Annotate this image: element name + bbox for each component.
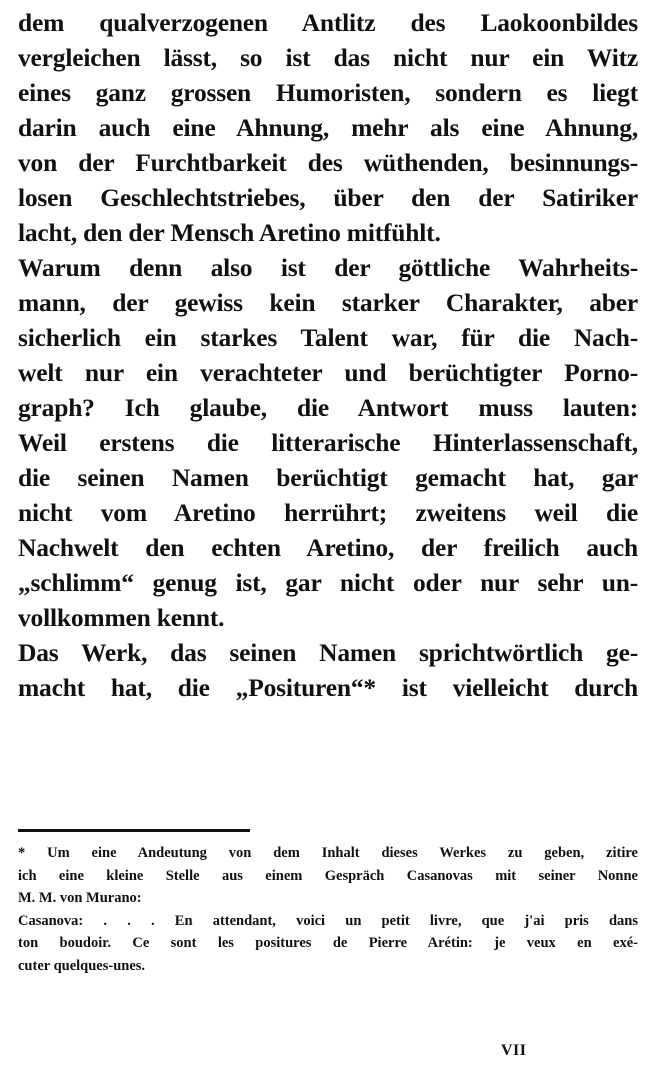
text-line: Weil erstens die litterarische Hinterlassenschaft, (18, 428, 638, 457)
footnote-line: ich eine kleine Stelle aus einem Gespräch Casanovas mit seiner Nonne (18, 867, 638, 884)
text-line: mann, der gewiss kein starker Charakter, aber (18, 288, 638, 317)
text-line: welt nur ein verachteter und berüchtigter Porno- (18, 358, 638, 387)
text-line: graph? Ich glaube, die Antwort muss lauten: (18, 393, 638, 422)
text-line: die seinen Namen berüchtigt gemacht hat, gar (18, 463, 638, 492)
text-line: dem qualverzogenen Antlitz des Laokoonbildes (18, 8, 638, 37)
main-text (18, 5, 638, 705)
text-line: sicherlich ein starkes Talent war, für die Nach- (18, 323, 638, 352)
page-number: VII (501, 1042, 527, 1059)
text-line: losen Geschlechtstriebes, über den der Satiriker (18, 183, 638, 212)
footnote-line: cuter quelques-unes. (18, 957, 146, 974)
text-line: eines ganz grossen Humoristen, sondern es liegt (18, 78, 638, 107)
text-line: nicht vom Aretino herrührt; zweitens weil die (18, 498, 638, 527)
text-line: Warum denn also ist der göttliche Wahrheits- (18, 253, 638, 282)
footnote-divider (18, 829, 250, 832)
text-line: macht hat, die „Posituren“* ist vielleicht durch (18, 673, 638, 702)
footnote-line: ton boudoir. Ce sont les positures de Pierre Arétin: je veux en exé- (18, 935, 638, 951)
text-line: lacht, den der Mensch Aretino mitfühlt. (18, 218, 441, 247)
text-line: „schlimm“ genug ist, gar nicht oder nur sehr un- (18, 568, 638, 597)
text-line: Das Werk, das seinen Namen sprichtwörtlich ge- (18, 638, 638, 667)
text-line: darin auch eine Ahnung, mehr als eine Ahnung, (18, 113, 638, 142)
text-line: vergleichen lässt, so ist das nicht nur ein Witz (18, 43, 638, 72)
text-line: vollkommen kennt. (18, 603, 225, 632)
footnote-line: * Um eine Andeutung von dem Inhalt dieses Werkes zu geben, zitire (18, 845, 638, 861)
text-line: Nachwelt den echten Aretino, der freilich auch (18, 533, 638, 562)
text-line: von der Furchtbarkeit des wüthenden, besinnungs- (18, 148, 638, 177)
footnote (18, 842, 638, 977)
footnote-line: Casanova: . . . En attendant, voici un petit livre, que j'ai pris dans (18, 912, 638, 929)
footnote-line: M. M. von Murano: (18, 890, 142, 906)
